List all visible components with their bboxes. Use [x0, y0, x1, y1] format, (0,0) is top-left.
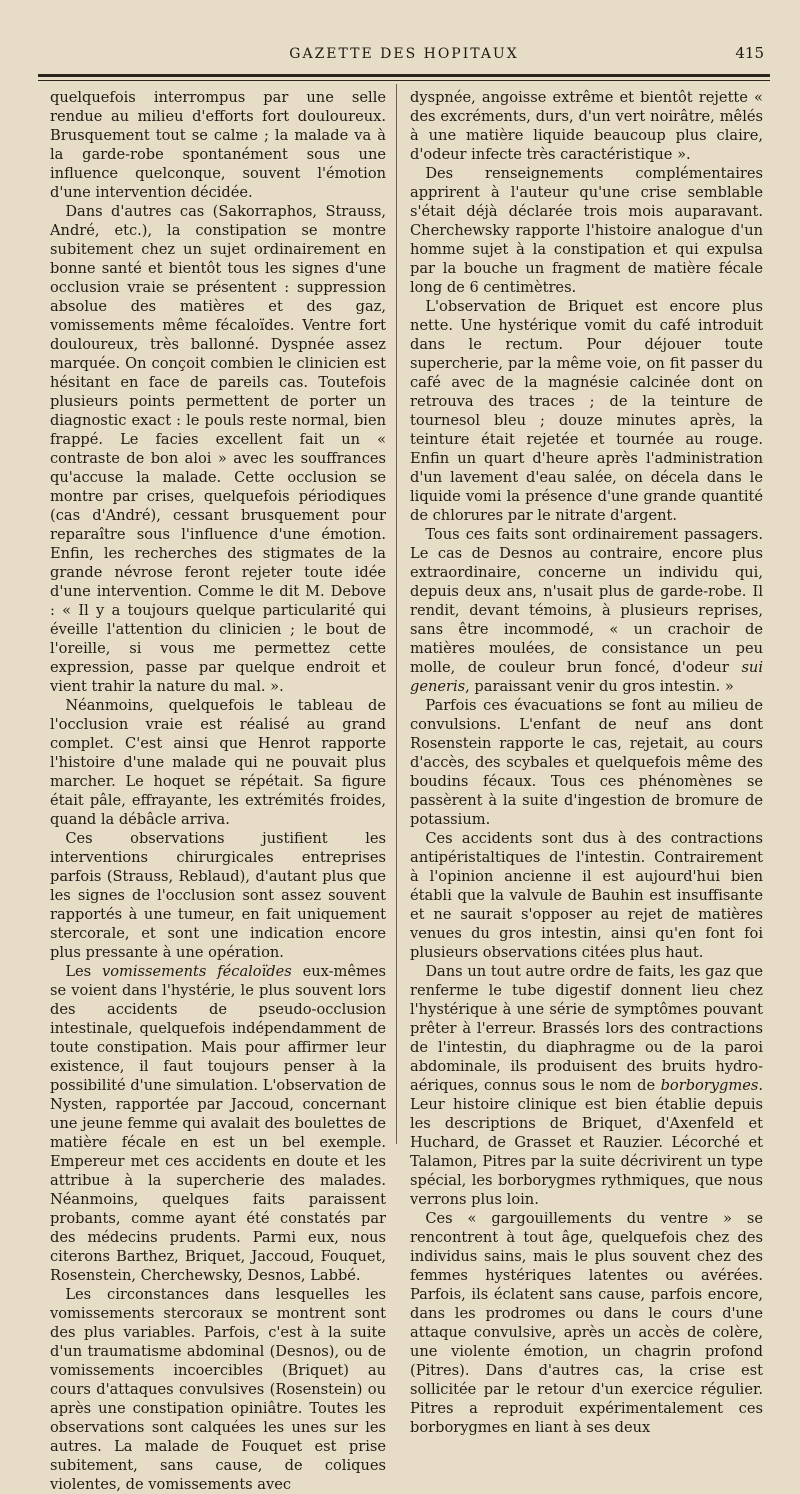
paragraph-tail: , paraissant venir du gros intestin. »	[465, 678, 734, 695]
right-column	[410, 88, 763, 1437]
italic-term: vomissements fécaloïdes	[102, 963, 292, 980]
paragraph	[410, 829, 763, 962]
paragraph-text: L'observation de Briquet est encore plus nette. Une hystérique vomit du café introduit dans le rectum. Pour déjouer toute supercherie, par la même voie, on fit passer du café avec de la magnésie calcinée dont on retrouva des traces ; de la teinture de tournesol bleu ; douze minutes après, la teinture était rejetée et tournée au rouge. Enfin un quart d'heure après l'administration d'un lavement d'eau salée, on décela dans le liquide vomi la présence d'une grande quantité de chlorures par le nitrate d'argent.	[410, 298, 763, 524]
paragraph-text: Néanmoins, quelquefois le tableau de l'occlusion vraie est réalisé au grand complet. C'est ainsi que Henrot rapporte l'histoire d'une malade qui ne pouvait plus marcher. Le hoquet se répétait. Sa figure était pâle, effrayante, les extrémités froides, quand la débâcle arriva.	[50, 697, 386, 828]
column-divider	[396, 84, 397, 1144]
left-column	[50, 88, 386, 1494]
paragraph	[410, 1209, 763, 1437]
paragraph	[50, 202, 386, 696]
paragraph	[410, 962, 763, 1209]
paragraph	[410, 88, 763, 164]
paragraph	[50, 1285, 386, 1494]
paragraph-text: Ces observations justifient les interventions chirurgicales entreprises parfois (Strauss, Reblaud), d'autant plus que les signes de l'occlusion sont assez souvent rapportés à une tumeur, en fait uniquement stercorale, et sont une indication encore plus pressante à une opération.	[50, 830, 386, 961]
paragraph-text: Parfois ces évacuations se font au milieu de convulsions. L'enfant de neuf ans dont Rosenstein rapporte le cas, rejetait, au cours d'accès, des scybales et quelquefois même des boudins fécaux. Tous ces phénomènes se passèrent à la suite d'ingestion de bromure de potassium.	[410, 697, 763, 828]
paragraph	[410, 525, 763, 696]
paragraph-text: Des renseignements complémentaires apprirent à l'auteur qu'une crise semblable s'était déjà déclarée trois mois auparavant. Cherchewsky rapporte l'histoire analogue d'un homme sujet à la constipation et qui expulsa par la bouche un fragment de matière fécale long de 6 centimètres.	[410, 165, 763, 296]
paragraph-text: Ces accidents sont dus à des contractions antipéristaltiques de l'intestin. Contrairement à l'opinion ancienne il est aujourd'hui bien établi que la valvule de Bauhin est insuffisante et ne saurait s'opposer au rejet de matières venues du gros intestin, ainsi qu'en font foi plusieurs observations citées plus haut.	[410, 830, 763, 961]
paragraph-text: quelquefois interrompus par une selle rendue au milieu d'efforts fort douloureux. Brusquement tout se calme ; la malade va à la garde-robe spontanément sous une influence quelconque, souvent l'émotion d'une intervention décidée.	[50, 89, 386, 201]
page-number: 415	[735, 44, 764, 62]
paragraph-text: Tous ces faits sont ordinairement passagers. Le cas de Desnos au contraire, encore plus extraordinaire, concerne un individu qui, depuis deux ans, n'usait plus de garde-robe. Il rendit, devant témoins, à plusieurs reprises, sans être incommodé, « un crachoir de matières moulées, de consistance un peu molle, de couleur brun foncé, d'odeur	[410, 526, 763, 676]
italic-term: sui generis	[410, 659, 763, 695]
paragraph	[50, 696, 386, 829]
paragraph	[410, 297, 763, 525]
paragraph-lead: Les	[65, 963, 102, 980]
paragraph	[50, 829, 386, 962]
header-rule-thin	[38, 80, 770, 81]
paragraph-text: Ces « gargouillements du ventre » se rencontrent à tout âge, quelquefois chez des individus sains, mais le plus souvent chez des femmes hystériques latentes ou avérées. Parfois, ils éclatent sans cause, parfois encore, dans les prodromes ou dans le cours d'une attaque convulsive, après un accès de colère, une violente émotion, un chagrin profond (Pitres). Dans d'autres cas, la crise est sollicitée par le retour d'un exercice régulier. Pitres a reproduit expérimentalement ces borborygmes en liant à ses deux	[410, 1210, 763, 1436]
paragraph-text: Dans d'autres cas (Sakorraphos, Strauss, André, etc.), la constipation se montre subitement chez un sujet ordinairement en bonne santé et bientôt tous les signes d'une occlusion vraie se présentent : suppression absolue des matières et des gaz, vomissements même fécaloïdes. Ventre fort douloureux, très ballonné. Dyspnée assez marquée. On conçoit combien le clinicien est hésitant en face de pareils cas. Toutefois plusieurs points permettent de porter un diagnostic exact : le pouls reste normal, bien frappé. Le facies excellent fait un « contraste de bon aloi » avec les souffrances qu'accuse la malade. Cette occlusion se montre par crises, quelquefois périodiques (cas d'André), cessant brusquement pour reparaître sous l'influence d'une émotion. Enfin, les recherches des stigmates de la grande névrose feront rejeter toute idée d'une intervention. Comme le dit M. Debove : « Il y a toujours quelque particularité qui éveille l'attention du clinicien ; le bout de l'oreille, si vous me permettez cette expression, passe par quelque endroit et vient trahir la nature du mal. ».	[50, 203, 386, 695]
paragraph	[410, 164, 763, 297]
paragraph	[50, 962, 386, 1285]
paragraph-text: eux-mêmes se voient dans l'hystérie, le plus souvent lors des accidents de pseudo-occlusion intestinale, quelquefois indépendamment de toute constipation. Mais pour affirmer leur existence, il faut toujours penser à la possibilité d'une simulation. L'observation de Nysten, rapportée par Jaccoud, concernant une jeune femme qui avalait des boulettes de matière fécale en est un bel exemple. Empereur met ces accidents en doute et les attribue à la supercherie des malades. Néanmoins, quelques faits paraissent probants, comme ayant été constatés par des médecins prudents. Parmi eux, nous citerons Barthez, Briquet, Jaccoud, Fouquet, Rosenstein, Cherchewsky, Desnos, Labbé.	[50, 963, 386, 1284]
paragraph-text: Les circonstances dans lesquelles les vomissements stercoraux se montrent sont des plus variables. Parfois, c'est à la suite d'un traumatisme abdominal (Desnos), ou de vomissements incoercibles (Briquet) au cours d'attaques convulsives (Rosenstein) ou après une constipation opiniâtre. Toutes les observations sont calquées les unes sur les autres. La malade de Fouquet est prise subitement, sans cause, de coliques violentes, de vomissements avec	[50, 1286, 386, 1493]
paragraph-tail: . Leur histoire clinique est bien établie depuis les descriptions de Briquet, d'Axenfeld et Huchard, de Grasset et Rauzier. Lécorché et Talamon, Pitres par la suite décrivirent un type spécial, les borborygmes rythmiques, que nous verrons plus loin.	[410, 1077, 763, 1208]
running-title: GAZETTE DES HOPITAUX	[289, 46, 519, 62]
header-rule-thick	[38, 74, 770, 77]
page-header	[38, 40, 770, 70]
paragraph-text: dyspnée, angoisse extrême et bientôt rejette « des excréments, durs, d'un vert noirâtre, mêlés à une matière liquide beaucoup plus claire, d'odeur infecte très caractéristique ».	[410, 89, 763, 163]
paragraph	[410, 696, 763, 829]
paragraph-text: Dans un tout autre ordre de faits, les gaz que renferme le tube digestif donnent lieu chez l'hystérique à une série de symptômes pouvant prêter à l'erreur. Brassés lors des contractions de l'intestin, du diaphragme ou de la paroi abdominale, ils produisent des bruits hydro-aériques, connus sous le nom de	[410, 963, 763, 1094]
paragraph	[50, 88, 386, 202]
italic-term: borborygmes	[660, 1077, 759, 1094]
